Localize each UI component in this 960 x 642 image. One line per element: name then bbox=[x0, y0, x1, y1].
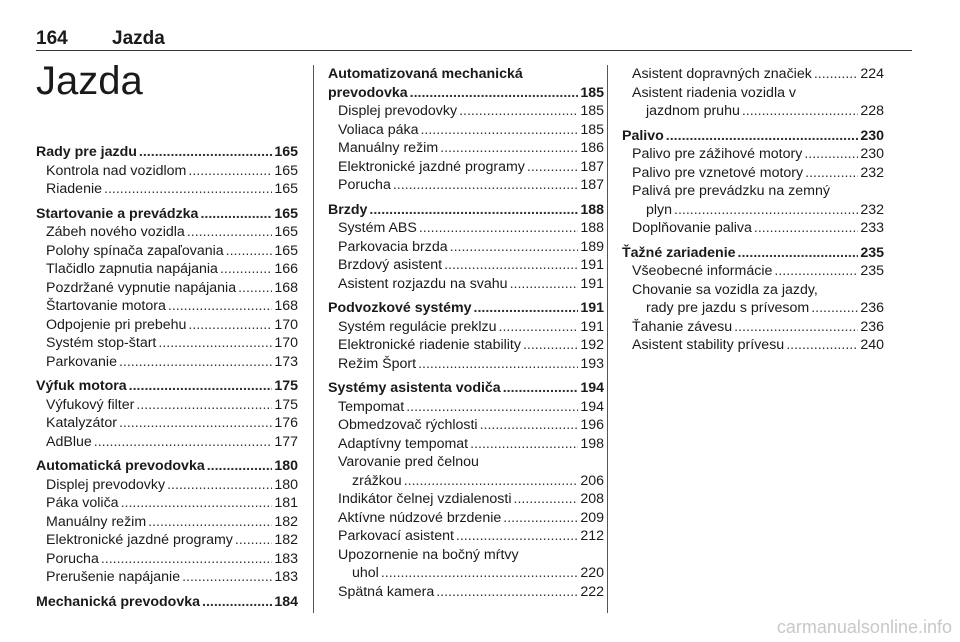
dot-leader bbox=[235, 531, 272, 550]
toc-entry-page: 168 bbox=[274, 298, 298, 314]
toc-entry[interactable] bbox=[328, 472, 604, 491]
toc-entry[interactable] bbox=[328, 509, 604, 528]
toc-entry[interactable] bbox=[36, 568, 298, 587]
toc-entry[interactable] bbox=[328, 275, 604, 294]
toc-entry-title: Brzdový asistent bbox=[338, 257, 443, 273]
toc-entry-title: prevodovka bbox=[328, 84, 408, 101]
toc-entry-page: 187 bbox=[580, 177, 604, 193]
toc-entry-title: Tlačidlo zapnutia napájania bbox=[46, 261, 218, 277]
toc-entry-title: Riadenie bbox=[46, 181, 103, 197]
toc-entry-title: Voliaca páka bbox=[338, 121, 419, 138]
toc-entry-page: 165 bbox=[274, 181, 298, 197]
toc-entry[interactable] bbox=[36, 414, 298, 433]
header-rule bbox=[36, 50, 912, 51]
toc-entry-page: 165 bbox=[274, 224, 298, 240]
toc-entry-page: 187 bbox=[580, 158, 604, 175]
toc-entry-title: Chovanie sa vozidla za jazdy, bbox=[632, 281, 818, 298]
running-title: Jazda bbox=[112, 28, 165, 49]
toc-entry-page: 177 bbox=[274, 433, 298, 450]
dot-leader bbox=[503, 509, 578, 528]
dot-leader bbox=[436, 583, 578, 602]
dot-leader bbox=[226, 242, 273, 261]
toc-entry[interactable] bbox=[328, 490, 604, 509]
dot-leader bbox=[786, 336, 858, 355]
toc-entry-page: 220 bbox=[580, 565, 604, 581]
toc-entry[interactable] bbox=[328, 583, 604, 602]
toc-entry-page: 173 bbox=[274, 353, 298, 370]
toc-entry[interactable] bbox=[36, 162, 298, 181]
toc-entry[interactable] bbox=[328, 158, 604, 177]
toc-entry-title: Obmedzovač rýchlosti bbox=[338, 417, 478, 433]
toc-entry-page: 175 bbox=[274, 396, 298, 413]
toc-entry-title: Tempomat bbox=[338, 398, 405, 415]
toc-entry-title: Systém regulácie preklzu bbox=[338, 318, 497, 335]
toc-section[interactable] bbox=[36, 457, 298, 476]
toc-entry-title: rady pre jazdu s prívesom bbox=[646, 300, 810, 316]
dot-leader bbox=[202, 593, 272, 612]
dot-leader bbox=[811, 299, 858, 318]
toc-entry-page: 230 bbox=[860, 146, 884, 162]
toc-entry[interactable] bbox=[328, 546, 604, 565]
toc-entry-page: 170 bbox=[274, 335, 298, 351]
toc-entry[interactable] bbox=[622, 299, 884, 318]
toc-entry-title: Palivo pre zážihové motory bbox=[632, 146, 803, 162]
toc-entry[interactable] bbox=[622, 318, 884, 337]
toc-entry-title: jazdnom pruhu bbox=[646, 103, 740, 119]
toc-entry-page: 208 bbox=[580, 491, 604, 507]
toc-entry-title: Porucha bbox=[338, 177, 391, 193]
dot-leader bbox=[129, 377, 273, 396]
column-divider bbox=[607, 65, 608, 613]
toc-entry-page: 191 bbox=[580, 257, 604, 273]
toc-section[interactable] bbox=[36, 377, 298, 396]
toc-entry-title: Upozornenie na bočný mŕtvy bbox=[338, 546, 519, 563]
toc-entry-page: 185 bbox=[580, 103, 604, 119]
toc-entry-page: 230 bbox=[860, 127, 884, 144]
toc-entry-title: Varovanie pred čelnou bbox=[338, 454, 479, 470]
toc-entry-title: zrážkou bbox=[352, 472, 402, 489]
toc-entry[interactable] bbox=[328, 256, 604, 275]
toc-entry[interactable] bbox=[622, 182, 884, 201]
dot-leader bbox=[104, 180, 272, 199]
dot-leader bbox=[510, 275, 579, 294]
toc-entry-title: Mechanická prevodovka bbox=[36, 593, 201, 610]
dot-leader bbox=[101, 550, 272, 569]
toc-entry-title: Brzdy bbox=[328, 201, 368, 218]
chapter-title: Jazda bbox=[36, 59, 143, 103]
toc-entry-title: Spätná kamera bbox=[338, 583, 435, 600]
dot-leader bbox=[814, 65, 859, 84]
toc-entry[interactable] bbox=[328, 416, 604, 435]
toc-entry[interactable] bbox=[328, 121, 604, 140]
toc-column-1 bbox=[36, 143, 298, 611]
dot-leader bbox=[459, 102, 578, 121]
dot-leader bbox=[369, 201, 578, 220]
toc-entry-page: 191 bbox=[580, 300, 604, 316]
toc-entry[interactable] bbox=[622, 145, 884, 164]
toc-entry-page: 188 bbox=[580, 220, 604, 236]
dot-leader bbox=[182, 568, 272, 587]
toc-entry-title: Doplňovanie paliva bbox=[632, 220, 752, 236]
toc-entry-title: Páka voliča bbox=[46, 495, 119, 511]
dot-leader bbox=[94, 433, 273, 452]
toc-entry-page: 165 bbox=[274, 205, 298, 222]
dot-leader bbox=[480, 416, 579, 435]
toc-entry-title: Displej prevodovky bbox=[338, 103, 458, 119]
toc-section[interactable] bbox=[622, 127, 884, 146]
toc-entry-page: 165 bbox=[274, 162, 298, 179]
toc-entry-page: 182 bbox=[274, 532, 298, 548]
toc-entry-title: Prerušenie napájanie bbox=[46, 569, 181, 585]
toc-entry-title: Ťahanie závesu bbox=[632, 318, 733, 335]
column-divider bbox=[313, 65, 314, 613]
toc-entry-page: 191 bbox=[580, 318, 604, 335]
toc-entry-title: Kontrola nad vozidlom bbox=[46, 162, 187, 179]
toc-entry-title: Katalyzátor bbox=[46, 415, 117, 431]
toc-entry-page: 212 bbox=[580, 528, 604, 544]
toc-entry-title: Podvozkové systémy bbox=[328, 300, 472, 316]
page-header bbox=[36, 28, 912, 52]
toc-entry[interactable] bbox=[622, 201, 884, 220]
toc-entry[interactable] bbox=[36, 180, 298, 199]
toc-entry[interactable] bbox=[36, 316, 298, 335]
dot-leader bbox=[119, 353, 272, 372]
toc-entry-page: 236 bbox=[860, 300, 884, 316]
toc-entry-title: Odpojenie pri prebehu bbox=[46, 316, 187, 333]
toc-section[interactable] bbox=[36, 205, 298, 224]
dot-leader bbox=[523, 336, 578, 355]
toc-entry-title: Asistent dopravných značiek bbox=[632, 66, 812, 82]
toc-entry-title: Porucha bbox=[46, 550, 99, 567]
dot-leader bbox=[734, 318, 858, 337]
dot-leader bbox=[503, 379, 579, 398]
toc-entry[interactable] bbox=[622, 102, 884, 121]
toc-entry-page: 240 bbox=[860, 337, 884, 353]
toc-entry-title: Zábeh nového vozidla bbox=[46, 224, 185, 240]
toc-entry[interactable] bbox=[328, 355, 604, 374]
toc-entry-page: 206 bbox=[580, 472, 604, 489]
toc-entry-title: Ťažné zariadenie bbox=[622, 244, 736, 261]
toc-entry-page: 186 bbox=[580, 140, 604, 156]
toc-entry-title: Adaptívny tempomat bbox=[338, 435, 469, 452]
toc-entry-title: Elektronické riadenie stability bbox=[338, 337, 521, 353]
toc-entry-title: Polohy spínača zapaľovania bbox=[46, 242, 224, 259]
dot-leader bbox=[804, 145, 858, 164]
dot-leader bbox=[220, 260, 272, 279]
toc-entry-page: 176 bbox=[274, 415, 298, 431]
toc-section[interactable] bbox=[36, 593, 298, 612]
toc-entry-page: 184 bbox=[274, 593, 298, 610]
page-number: 164 bbox=[36, 28, 68, 49]
toc-entry[interactable] bbox=[36, 334, 298, 353]
toc-entry[interactable] bbox=[36, 531, 298, 550]
dot-leader bbox=[167, 476, 272, 495]
toc-entry-page: 183 bbox=[274, 569, 298, 585]
toc-entry-title: Asistent stability prívesu bbox=[632, 337, 785, 353]
toc-entry-title: Štartovanie motora bbox=[46, 298, 166, 314]
toc-entry[interactable] bbox=[36, 396, 298, 415]
toc-entry[interactable] bbox=[36, 353, 298, 372]
toc-entry-page: 235 bbox=[860, 263, 884, 279]
toc-entry-page: 198 bbox=[580, 435, 604, 452]
toc-entry[interactable] bbox=[36, 550, 298, 569]
toc-entry-page: 196 bbox=[580, 417, 604, 433]
toc-entry-page: 232 bbox=[860, 164, 884, 181]
toc-entry[interactable] bbox=[328, 336, 604, 355]
dot-leader bbox=[666, 127, 859, 146]
toc-entry-page: 180 bbox=[274, 476, 298, 493]
toc-entry[interactable] bbox=[622, 219, 884, 238]
dot-leader bbox=[410, 84, 579, 103]
toc-entry-title: Automatická prevodovka bbox=[36, 458, 205, 474]
dot-leader bbox=[470, 435, 578, 454]
dot-leader bbox=[674, 201, 858, 220]
dot-leader bbox=[188, 316, 272, 335]
toc-entry-title: plyn bbox=[646, 201, 673, 218]
dot-leader bbox=[805, 164, 858, 183]
toc-entry[interactable] bbox=[622, 164, 884, 183]
toc-entry[interactable] bbox=[328, 564, 604, 583]
dot-leader bbox=[168, 297, 272, 316]
dot-leader bbox=[404, 472, 579, 491]
toc-entry-title: Manuálny režim bbox=[46, 513, 147, 530]
toc-entry-page: 175 bbox=[274, 378, 298, 394]
toc-entry-page: 182 bbox=[274, 513, 298, 530]
dot-leader bbox=[119, 414, 272, 433]
toc-entry-page: 170 bbox=[274, 316, 298, 333]
toc-entry-title: Displej prevodovky bbox=[46, 476, 166, 493]
dot-leader bbox=[158, 334, 272, 353]
toc-entry-title: Asistent riadenia vozidla v bbox=[632, 84, 797, 101]
toc-entry-title: Manuálny režim bbox=[338, 140, 439, 156]
toc-entry[interactable] bbox=[36, 260, 298, 279]
toc-entry-title: Parkovanie bbox=[46, 353, 117, 370]
toc-entry[interactable] bbox=[328, 238, 604, 257]
dot-leader bbox=[393, 176, 578, 195]
toc-entry-page: 236 bbox=[860, 318, 884, 335]
toc-entry[interactable] bbox=[328, 527, 604, 546]
dot-leader bbox=[419, 219, 578, 238]
toc-entry[interactable] bbox=[36, 513, 298, 532]
toc-entry[interactable] bbox=[36, 494, 298, 513]
toc-entry-title: Parkovacia brzda bbox=[338, 238, 448, 255]
dot-leader bbox=[381, 564, 579, 583]
toc-entry-page: 235 bbox=[860, 244, 884, 261]
toc-entry-title: Rady pre jazdu bbox=[36, 144, 137, 160]
dot-leader bbox=[440, 139, 578, 158]
dot-leader bbox=[121, 494, 273, 513]
toc-entry-title: Palivo bbox=[622, 127, 664, 144]
toc-entry-page: 232 bbox=[860, 201, 884, 218]
toc-entry-title: Parkovací asistent bbox=[338, 528, 454, 544]
toc-column-2 bbox=[328, 65, 604, 601]
toc-section[interactable] bbox=[328, 65, 604, 84]
dot-leader bbox=[418, 355, 578, 374]
toc-entry-title: Automatizovaná mechanická bbox=[328, 66, 523, 82]
toc-entry-title: Aktívne núdzové brzdenie bbox=[338, 509, 502, 526]
dot-leader bbox=[200, 205, 272, 224]
dot-leader bbox=[450, 238, 579, 257]
toc-section[interactable] bbox=[328, 84, 604, 103]
dot-leader bbox=[207, 457, 273, 476]
toc-entry[interactable] bbox=[328, 435, 604, 454]
toc-entry-title: Režim Šport bbox=[338, 355, 417, 372]
dot-leader bbox=[742, 102, 858, 121]
toc-entry-title: Výfuk motora bbox=[36, 378, 127, 394]
toc-entry-page: 165 bbox=[274, 242, 298, 259]
toc-entry-title: Startovanie a prevádzka bbox=[36, 205, 199, 222]
dot-leader bbox=[148, 513, 272, 532]
dot-leader bbox=[444, 256, 578, 275]
toc-entry-page: 192 bbox=[580, 337, 604, 353]
toc-entry[interactable] bbox=[328, 219, 604, 238]
toc-entry-title: Indikátor čelnej vzdialenosti bbox=[338, 491, 512, 507]
toc-entry-page: 193 bbox=[580, 355, 604, 372]
watermark: carmanualsonline.info bbox=[776, 617, 952, 637]
dot-leader bbox=[514, 490, 579, 509]
toc-entry[interactable] bbox=[36, 242, 298, 261]
toc-column-3 bbox=[622, 65, 884, 355]
toc-entry[interactable] bbox=[622, 65, 884, 84]
dot-leader bbox=[527, 158, 578, 177]
dot-leader bbox=[406, 398, 578, 417]
toc-entry-title: Systém ABS bbox=[338, 220, 417, 236]
toc-section[interactable] bbox=[328, 201, 604, 220]
toc-entry-page: 180 bbox=[274, 458, 298, 474]
toc-entry-page: 228 bbox=[860, 103, 884, 119]
toc-entry-page: 222 bbox=[580, 583, 604, 600]
dot-leader bbox=[187, 223, 273, 242]
toc-entry-title: Palivo pre vznetové motory bbox=[632, 164, 804, 181]
toc-entry-page: 194 bbox=[580, 398, 604, 415]
toc-entry-title: Elektronické jazdné programy bbox=[46, 532, 233, 548]
toc-section[interactable] bbox=[328, 299, 604, 318]
toc-entry-title: Systémy asistenta vodiča bbox=[328, 380, 501, 396]
toc-entry[interactable] bbox=[622, 281, 884, 300]
toc-entry[interactable] bbox=[36, 223, 298, 242]
toc-entry-page: 233 bbox=[860, 220, 884, 236]
toc-entry[interactable] bbox=[328, 318, 604, 337]
toc-entry-page: 191 bbox=[580, 275, 604, 292]
toc-entry-title: Asistent rozjazdu na svahu bbox=[338, 275, 508, 292]
toc-entry-page: 181 bbox=[274, 495, 298, 511]
toc-entry-page: 166 bbox=[274, 261, 298, 277]
toc-entry-page: 188 bbox=[580, 201, 604, 218]
dot-leader bbox=[738, 244, 859, 263]
toc-entry[interactable] bbox=[36, 297, 298, 316]
toc-entry[interactable] bbox=[36, 433, 298, 452]
toc-entry-page: 165 bbox=[274, 144, 298, 160]
toc-entry-title: Systém stop-štart bbox=[46, 335, 157, 351]
toc-entry-title: Palivá pre prevádzku na zemný bbox=[632, 183, 830, 199]
dot-leader bbox=[456, 527, 578, 546]
toc-entry-page: 224 bbox=[860, 66, 884, 82]
dot-leader bbox=[188, 162, 272, 181]
toc-entry[interactable] bbox=[328, 139, 604, 158]
toc-entry[interactable] bbox=[328, 102, 604, 121]
toc-entry-title: Všeobecné informácie bbox=[632, 263, 773, 279]
toc-section[interactable] bbox=[36, 143, 298, 162]
toc-entry-page: 209 bbox=[580, 509, 604, 526]
toc-entry-page: 183 bbox=[274, 550, 298, 567]
toc-entry-page: 168 bbox=[274, 279, 298, 296]
toc-section[interactable] bbox=[328, 379, 604, 398]
toc-entry[interactable] bbox=[622, 336, 884, 355]
toc-entry-title: Elektronické jazdné programy bbox=[338, 158, 525, 175]
toc-entry[interactable] bbox=[622, 262, 884, 281]
toc-entry-title: Pozdržané vypnutie napájania bbox=[46, 279, 237, 296]
dot-leader bbox=[474, 299, 579, 318]
toc-entry[interactable] bbox=[36, 279, 298, 298]
toc-entry-title: AdBlue bbox=[46, 433, 92, 450]
toc-entry-title: uhol bbox=[352, 565, 379, 581]
dot-leader bbox=[238, 279, 272, 298]
dot-leader bbox=[499, 318, 579, 337]
toc-entry-page: 185 bbox=[580, 121, 604, 138]
dot-leader bbox=[136, 396, 272, 415]
dot-leader bbox=[774, 262, 858, 281]
dot-leader bbox=[139, 143, 272, 162]
toc-entry-title: Výfukový filter bbox=[46, 396, 135, 413]
toc-entry-page: 185 bbox=[580, 84, 604, 101]
dot-leader bbox=[754, 219, 858, 238]
toc-entry[interactable] bbox=[622, 84, 884, 103]
dot-leader bbox=[420, 121, 578, 140]
toc-entry[interactable] bbox=[328, 176, 604, 195]
toc-section[interactable] bbox=[622, 244, 884, 263]
toc-entry[interactable] bbox=[328, 453, 604, 472]
toc-entry-page: 194 bbox=[580, 380, 604, 396]
toc-entry[interactable] bbox=[328, 398, 604, 417]
toc-entry[interactable] bbox=[36, 476, 298, 495]
toc-entry-page: 189 bbox=[580, 238, 604, 255]
